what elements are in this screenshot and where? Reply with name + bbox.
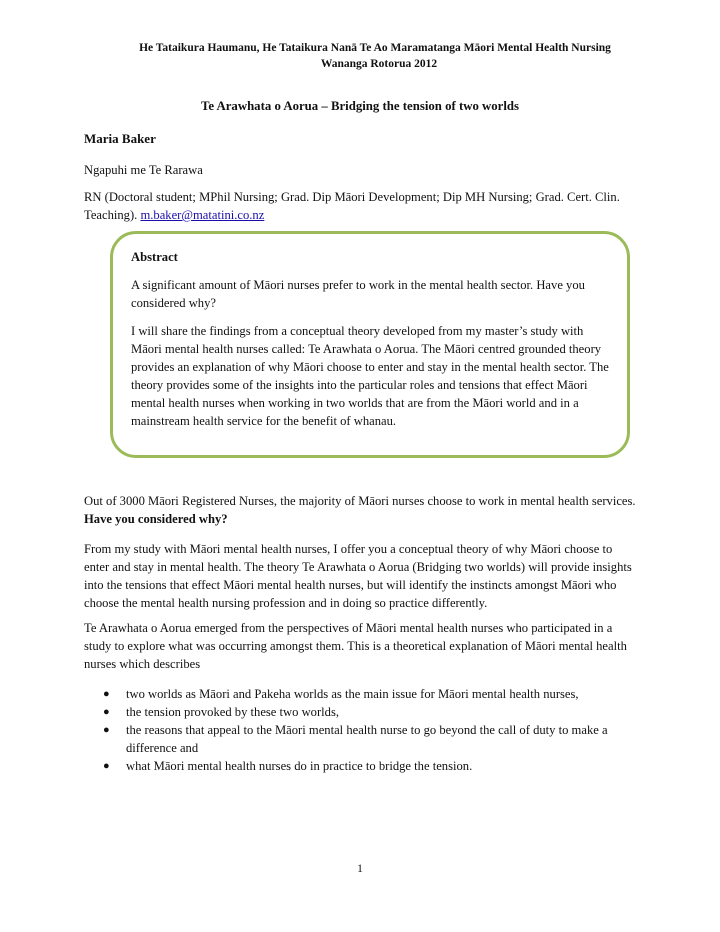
bullet-icon: ● <box>103 724 110 736</box>
bullet-icon: ● <box>103 760 110 772</box>
bullet-icon: ● <box>103 688 110 700</box>
list-item-text: the reasons that appeal to the Māori mental health nurse to go beyond the call of duty to make a difference and <box>126 723 608 755</box>
paragraph-1-text: Out of 3000 Māori Registered Nurses, the majority of Māori nurses choose to work in mental health services. <box>84 494 636 508</box>
paragraph-1-question: Have you considered why? <box>84 512 228 526</box>
list-item-text: the tension provoked by these two worlds, <box>126 705 340 719</box>
email-link[interactable]: m.baker@matatini.co.nz <box>140 208 265 222</box>
abstract-content <box>131 248 615 440</box>
header-line-2: Wananga Rotorua 2012 <box>320 58 438 70</box>
bullet-icon: ● <box>103 706 110 718</box>
bullet-list <box>100 685 640 775</box>
abstract-paragraph-2: I will share the findings from a conceptual theory developed from my master’s study with Māori mental health nurses called: Te Arawhata o Aorua. The Māori centred grounded theory provides an explanation of why Māori choose to enter and stay in the mental health sector. The theory provides some of the insights into the particular roles and tensions that effect Māori mental health nurses when working in two worlds that are from the Māori world and in a mainstream health service for the benefit of whanau. <box>131 324 609 428</box>
header-line-1: He Tataikura Haumanu, He Tataikura Nanā Te Ao Maramatanga Māori Mental Health Nursing <box>139 42 611 54</box>
list-item <box>100 757 640 775</box>
paper-title: Te Arawhata o Aorua – Bridging the tension of two worlds <box>200 99 520 113</box>
author-name: Maria Baker <box>84 131 156 146</box>
author-credentials <box>84 188 639 224</box>
abstract-heading: Abstract <box>131 250 178 264</box>
page-number: 1 <box>357 863 363 875</box>
list-item <box>100 721 640 757</box>
list-item-text: two worlds as Māori and Pakeha worlds as the main issue for Māori mental health nurses, <box>126 687 579 701</box>
paragraph-3-text: Te Arawhata o Aorua emerged from the perspectives of Māori mental health nurses who participated in a study to explore what was occurring amongst them. This is a theoretical explanation of Māori mental health nurses which describes <box>84 621 627 671</box>
body-paragraph-1 <box>84 492 639 538</box>
list-item <box>100 685 640 703</box>
list-item-text: what Māori mental health nurses do in practice to bridge the tension. <box>126 759 473 773</box>
author-iwi: Ngapuhi me Te Rarawa <box>84 163 203 177</box>
abstract-box <box>110 231 630 458</box>
abstract-paragraph-1: A significant amount of Māori nurses prefer to work in the mental health sector. Have you considered why? <box>131 278 585 310</box>
paragraph-2-text: From my study with Māori mental health nurses, I offer you a conceptual theory of why Māori choose to enter and stay in mental health. The theory Te Arawhata o Aorua (Bridging two worlds) will provide insights into the tensions that effect Māori mental health nurses, but will identify the instincts amongst Māori who choose the mental health nursing profession and in doing so practice differently. <box>84 542 632 610</box>
conference-header <box>80 40 670 72</box>
body-paragraph-3 <box>84 619 639 683</box>
list-item <box>100 703 640 721</box>
credentials-text: RN (Doctoral student; MPhil Nursing; Grad. Dip Māori Development; Dip MH Nursing; Grad. Cert. Clin. Teaching). <box>84 190 620 222</box>
body-paragraph-2 <box>84 540 639 622</box>
